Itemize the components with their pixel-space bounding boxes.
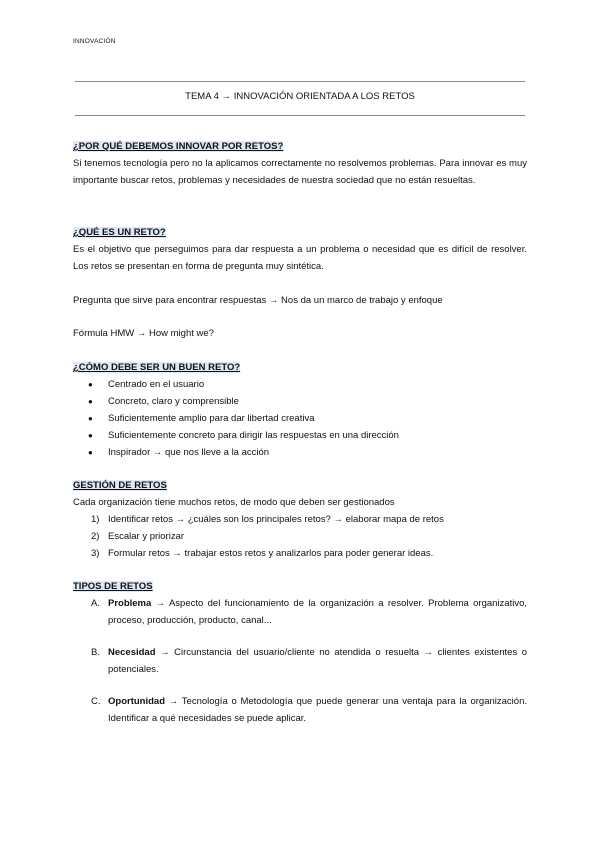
section-heading: TIPOS DE RETOS [73, 581, 153, 592]
section-good-challenge [73, 359, 527, 461]
section-heading: ¿QUÉ ES UN RETO? [73, 227, 166, 238]
section-challenge-management [73, 477, 527, 562]
section-what-is-challenge [73, 224, 527, 275]
bottom-rule [75, 115, 525, 116]
top-rule [75, 81, 525, 82]
running-header: INNOVACIÓN [73, 38, 116, 45]
list-item: 2) Escalar y priorizar [91, 531, 185, 542]
list-item: ● Concreto, claro y comprensible [73, 393, 527, 410]
list-item: B. Necesidad → Circunstancia del usuario/cliente no atendida o resuelta → clientes existentes o potenciales. [91, 647, 527, 675]
list-item: C. Oportunidad → Tecnología o Metodología que puede generar una ventaja para la organización. Identificar a qué necesidades se puede aplicar. [91, 696, 527, 724]
section-heading: ¿POR QUÉ DEBEMOS INNOVAR POR RETOS? [73, 141, 284, 152]
section-heading: GESTIÓN DE RETOS [73, 480, 167, 491]
list-item: 3) Formular retos → trabajar estos retos y analizarlos para poder generar ideas. [91, 548, 434, 559]
list-item: 1) Identificar retos → ¿cuáles son los principales retos? → elaborar mapa de retos [91, 514, 444, 525]
list-item: ● Suficientemente amplio para dar libertad creativa [73, 410, 527, 427]
section-challenge-types [73, 578, 527, 727]
paragraph-hmw: Fórmula HMW → How might we? [73, 328, 214, 339]
paragraph: Si tenemos tecnología pero no la aplicamos correctamente no resolvemos problemas. Para innovar es muy importante buscar retos, problemas y necesidades de nuestra sociedad que no están resueltas. [73, 158, 527, 186]
list-item: ● Centrado en el usuario [73, 376, 527, 393]
section-why-innovate [73, 138, 527, 189]
page-title: TEMA 4 → INNOVACIÓN ORIENTADA A LOS RETOS [185, 91, 415, 102]
paragraph: Es el objetivo que perseguimos para dar respuesta a un problema o necesidad que es difícil de resolver. Los retos se presentan en forma de pregunta muy sintética. [73, 244, 527, 272]
list-item: A. Problema → Aspecto del funcionamiento de la organización a resolver. Problema organizativo, proceso, producción, producto, canal... [91, 598, 527, 626]
section-heading: ¿CÓMO DEBE SER UN BUEN RETO? [73, 362, 241, 373]
bullet-list [73, 376, 527, 461]
list-item: ● Inspirador → que nos lleve a la acción [73, 444, 527, 461]
list-item: ● Suficientemente concreto para dirigir las respuestas en una dirección [73, 427, 527, 444]
numbered-list [73, 511, 527, 562]
paragraph: Cada organización tiene muchos retos, de modo que deben ser gestionados [73, 497, 395, 508]
paragraph-question: Pregunta que sirve para encontrar respuestas → Nos da un marco de trabajo y enfoque [73, 295, 443, 306]
